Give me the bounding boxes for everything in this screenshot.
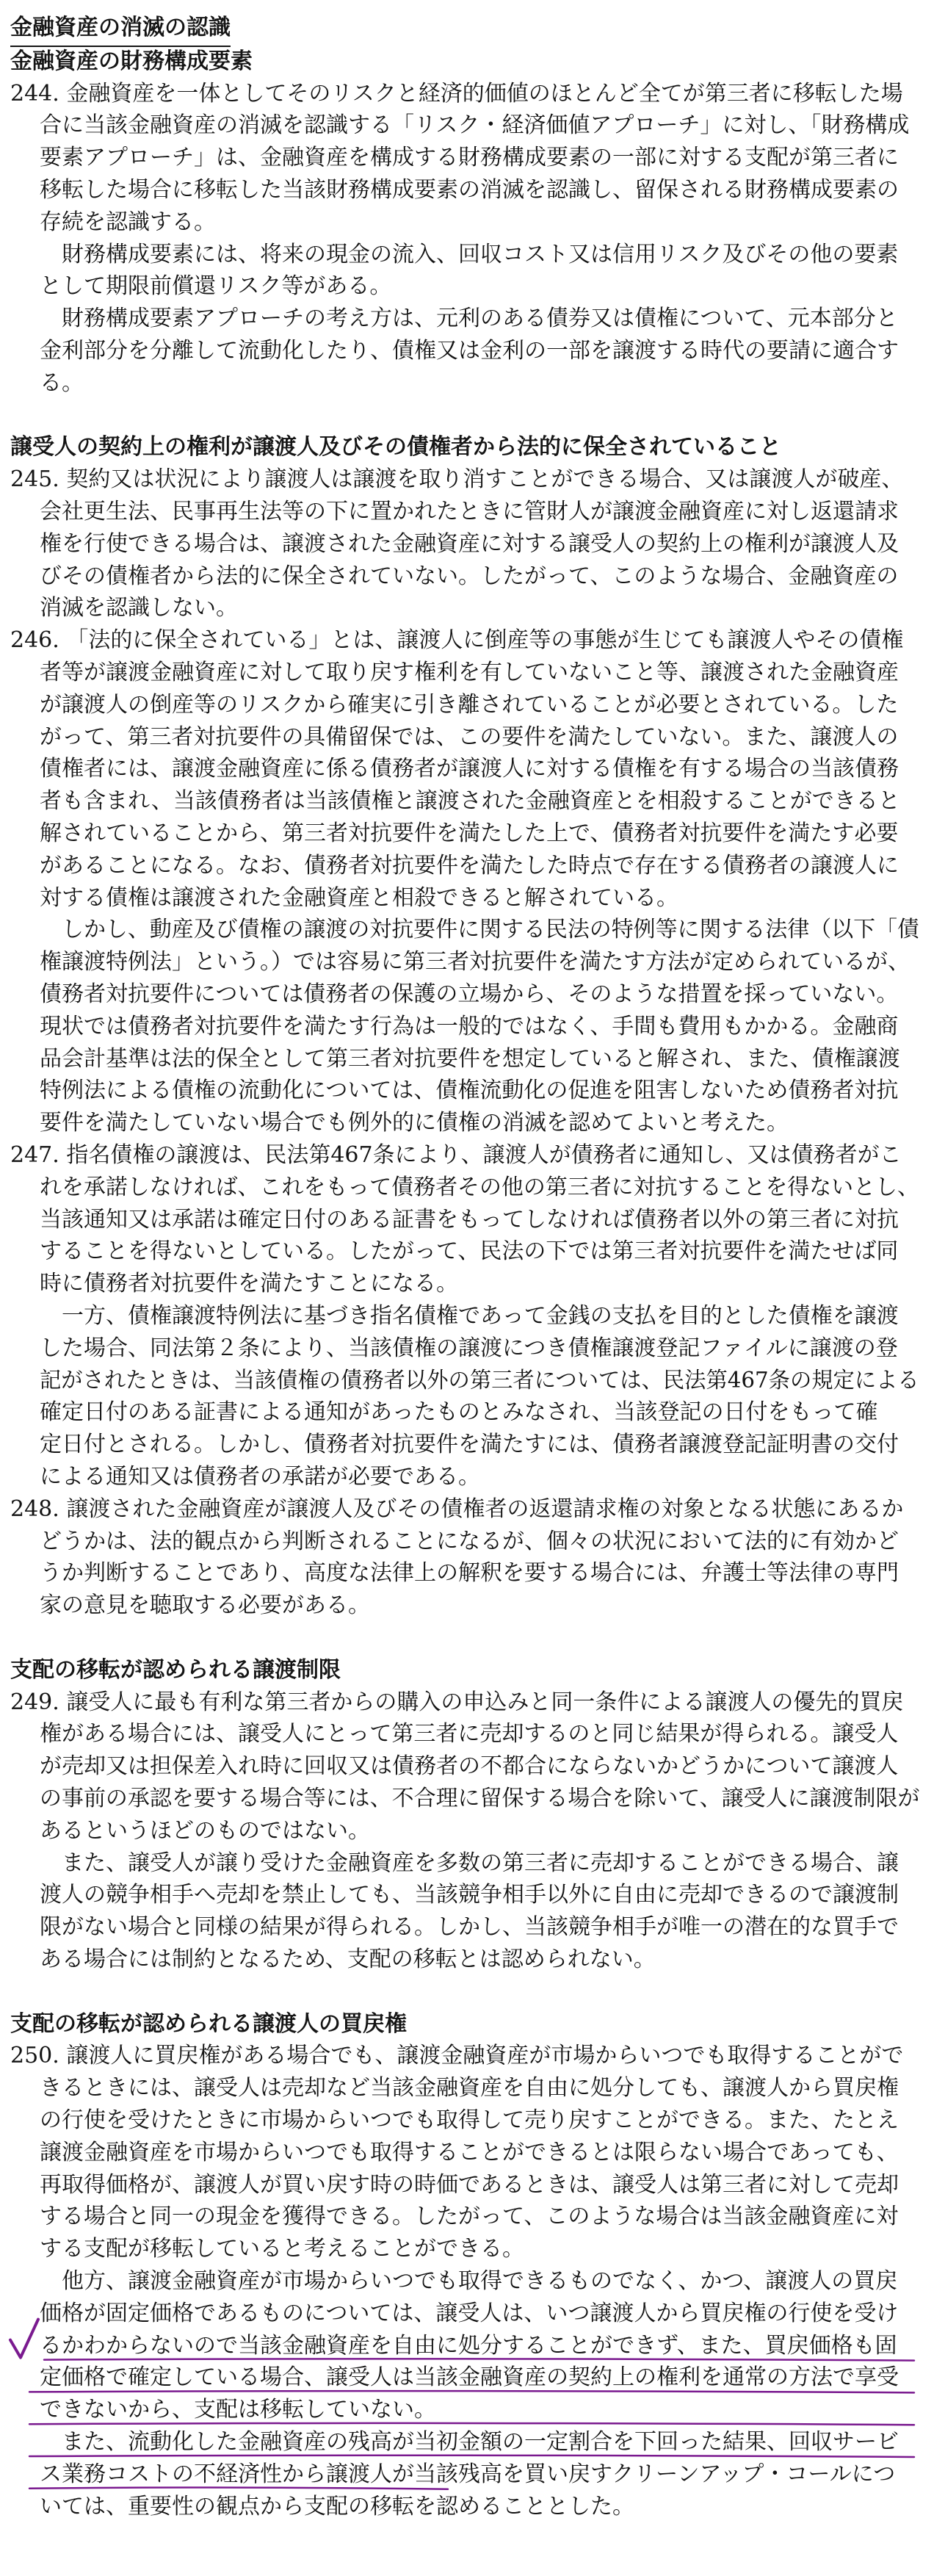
text-line-paragraph-line: 対する債権は譲渡された金融資産と相殺できると解されている。 — [40, 884, 678, 911]
text-line-paragraph-line: 消滅を認識しない。 — [40, 595, 238, 621]
underline-mark — [44, 2359, 914, 2360]
text-line-paragraph-line: る。 — [40, 369, 84, 396]
text-line-heading: 支配の移転が認められる譲渡人の買戻権 — [10, 2010, 407, 2037]
text-line-paragraph-line: 者等が譲渡金融資産に対して取り戻す権利を有していないこと等、譲渡された金融資産 — [40, 660, 899, 685]
text-line-paragraph-line: 確定日付のある証書による通知があったものとみなされ、当該登記の日付をもって確 — [40, 1399, 878, 1426]
text-line-paragraph-indent: また、流動化した金融資産の残高が当初金額の一定割合を下回った結果、回収サービ — [62, 2429, 899, 2455]
text-line-paragraph-line: 金利部分を分離して流動化したり、債権又は金利の一部を譲渡する時代の要請に適合す — [40, 338, 899, 364]
text-line-paragraph-start: 249. 譲受人に最も有利な第三者からの購入の申込みと同一条件による譲渡人の優先的買戻 — [10, 1689, 904, 1715]
text-line-paragraph-indent: 一方、債権譲渡特例法に基づき指名債権であって金銭の支払を目的とした債権を譲渡 — [62, 1303, 899, 1329]
text-line-paragraph-indent: また、譲受人が譲り受けた金融資産を多数の第三者に売却することができる場合、譲 — [62, 1850, 899, 1876]
text-line-paragraph-start: 248. 譲渡された金融資産が譲渡人及びその債権者の返還請求権の対象となる状態にあるか — [10, 1496, 904, 1522]
text-line-paragraph-line: 記がされたときは、当該債権の債務者以外の第三者については、民法第467条の規定による — [40, 1367, 919, 1393]
text-line-paragraph-line: 解されていることから、第三者対抗要件を満たした上で、債務者対抗要件を満たす必要 — [40, 820, 899, 846]
text-line-paragraph-line: 権がある場合には、譲受人にとって第三者に売却するのと同じ結果が得られる。譲受人 — [40, 1721, 899, 1747]
text-line-paragraph-line: 存続を認識する。 — [40, 209, 216, 235]
text-line-paragraph-start: 247. 指名債権の譲渡は、民法第467条により、譲渡人が債務者に通知し、又は債務者がこ — [10, 1142, 902, 1168]
text-line-paragraph-line: した場合、同法第２条により、当該債権の譲渡につき債権譲渡登記ファイルに譲渡の登 — [40, 1335, 898, 1361]
text-line-paragraph-line: ス業務コストの不経済性から譲渡人が当該残高を買い戻すクリーンアップ・コールにつ — [40, 2461, 896, 2487]
text-line-paragraph-line: 要素アプローチ」は、金融資産を構成する財務構成要素の一部に対する支配が第三者に — [40, 145, 899, 171]
text-line-paragraph-indent: 他方、譲渡金融資産が市場からいつでも取得できるものでなく、かつ、譲渡人の買戻 — [62, 2268, 898, 2294]
text-line-paragraph-line: いては、重要性の観点から支配の移転を認めることとした。 — [40, 2493, 634, 2519]
underline-mark — [29, 2391, 914, 2392]
text-line-paragraph-line: できないから、支配は移転していない。 — [40, 2397, 436, 2423]
text-line-paragraph-line: 渡人の競争相手へ売却を禁止しても、当該競争相手以外に自由に売却できるので譲渡制 — [40, 1882, 899, 1908]
text-line-paragraph-line: 合に当該金融資産の消滅を認識する「リスク・経済価値アプローチ」に対し、「財務構成 — [40, 112, 910, 139]
text-line-paragraph-line: の事前の承認を要する場合等には、不合理に留保する場合を除いて、譲受人に譲渡制限が — [40, 1786, 920, 1811]
text-line-paragraph-line: 現状では債務者対抗要件を満たす行為は一般的ではなく、手間も費用もかかる。金融商 — [40, 1013, 899, 1039]
text-line-paragraph-line: 者も含まれ、当該債務者は当該債権と譲渡された金融資産とを相殺することができると — [40, 788, 900, 815]
text-line-paragraph-indent: 財務構成要素アプローチの考え方は、元利のある債券又は債権について、元本部分と — [62, 306, 898, 332]
text-line-paragraph-line: うか判断することであり、高度な法律上の解釈を要する場合には、弁護士等法律の専門 — [40, 1560, 899, 1587]
text-line-paragraph-line: がって、第三者対抗要件の具備留保では、この要件を満たしていない。また、譲渡人の — [40, 724, 899, 750]
text-line-paragraph-line: れを承諾しなければ、これをもって債務者その他の第三者に対抗することを得ないとし、 — [40, 1174, 919, 1200]
text-line-paragraph-indent: しかし、動産及び債権の譲渡の対抗要件に関する民法の特例等に関する法律（以下「債 — [62, 917, 920, 943]
text-line-paragraph-line: があることになる。なお、債務者対抗要件を満たした時点で存在する債務者の譲渡人に — [40, 852, 899, 878]
text-line-paragraph-line: 要件を満たしていない場合でも例外的に債権の消滅を認めてよいと考えた。 — [40, 1110, 789, 1136]
text-line-paragraph-line: 特例法による債権の流動化については、債権流動化の促進を阻害しないため債務者対抗 — [40, 1078, 899, 1104]
text-line-paragraph-line: 会社更生法、民事再生法等の下に置かれたときに管財人が譲渡金融資産に対し返還請求 — [40, 499, 899, 524]
text-line-paragraph-line: として期限前償還リスク等がある。 — [40, 273, 392, 300]
text-line-paragraph-line: 時に債務者対抗要件を満たすことになる。 — [40, 1271, 458, 1297]
checkmark-icon — [10, 2320, 38, 2358]
text-line-paragraph-line: きるときには、譲受人は売却など当該金融資産を自由に処分しても、譲渡人から買戻権 — [40, 2075, 899, 2101]
text-line-paragraph-start: 250. 譲渡人に買戻権がある場合でも、譲渡金融資産が市場からいつでも取得することがで — [10, 2043, 904, 2069]
text-line-paragraph-line: 当該通知又は承諾は確定日付のある証書をもってしなければ債務者以外の第三者に対抗 — [40, 1206, 899, 1233]
text-line-paragraph-line: 価格が固定価格であるものについては、譲受人は、いつ譲渡人から買戻権の行使を受け — [40, 2300, 899, 2326]
text-line-paragraph-line: が譲渡人の倒産等のリスクから確実に引き離されていることが必要とされている。した — [40, 691, 899, 718]
text-line-heading: 譲受人の契約上の権利が譲渡人及びその債権者から法的に保全されていること — [10, 434, 781, 461]
text-line-paragraph-start: 245. 契約又は状況により譲渡人は譲渡を取り消すことができる場合、又は譲渡人が破産、 — [10, 466, 904, 493]
text-line-paragraph-line: びその債権者から法的に保全されていない。したがって、このような場合、金融資産の — [40, 563, 899, 589]
text-line-paragraph-line: 品会計基準は法的保全として第三者対抗要件を想定していると解され、また、債権譲渡 — [40, 1045, 900, 1072]
text-line-paragraph-start: 244. 金融資産を一体としてそのリスクと経済的価値のほとんど全てが第三者に移転した場 — [10, 80, 903, 107]
text-line-paragraph-line: るかわからないので当該金融資産を自由に処分することができず、また、買戻価格も固 — [40, 2332, 897, 2359]
text-line-heading: 支配の移転が認められる譲渡制限 — [10, 1656, 341, 1683]
text-line-paragraph-line: することを得ないとしている。したがって、民法の下では第三者対抗要件を満たせば同 — [40, 1238, 899, 1265]
text-line-paragraph-line: 定価格で確定している場合、譲受人は当該金融資産の契約上の権利を通常の方法で享受 — [40, 2364, 899, 2391]
underline-mark — [29, 2423, 914, 2425]
underline-mark — [29, 2488, 448, 2489]
text-line-paragraph-line: どうかは、法的観点から判断されることになるが、個々の状況において法的に有効かど — [40, 1528, 899, 1554]
text-line-paragraph-line: する支配が移転していると考えることができる。 — [40, 2236, 524, 2262]
text-line-paragraph-indent: 財務構成要素には、将来の現金の流入、回収コスト又は信用リスク及びその他の要素 — [62, 241, 899, 267]
text-line-paragraph-line: ある場合には制約となるため、支配の移転とは認められない。 — [40, 1947, 656, 1972]
text-line-heading: 金融資産の消滅の認識 — [10, 13, 231, 47]
text-line-paragraph-line: 譲渡金融資産を市場からいつでも取得することができるとは限らない場合であっても、 — [40, 2139, 899, 2165]
text-line-paragraph-line: 権を行使できる場合は、譲渡された金融資産に対する譲受人の契約上の権利が譲渡人及 — [40, 530, 899, 557]
text-line-paragraph-line: 権譲渡特例法」という。）では容易に第三者対抗要件を満たす方法が定められているが、 — [40, 949, 910, 975]
text-line-paragraph-line: 限がない場合と同様の結果が得られる。しかし、当該競争相手が唯一の潜在的な買手で — [40, 1914, 899, 1941]
underline-mark — [29, 2456, 914, 2457]
text-line-paragraph-line: による通知又は債務者の承諾が必要である。 — [40, 1464, 480, 1490]
text-line-paragraph-line: 再取得価格が、譲渡人が買い戻す時の時価であるときは、譲受人は第三者に対して売却 — [40, 2171, 899, 2198]
text-line-paragraph-line: 家の意見を聴取する必要がある。 — [40, 1592, 370, 1619]
text-line-heading: 金融資産の財務構成要素 — [10, 48, 253, 74]
text-line-paragraph-line: する場合と同一の現金を獲得できる。したがって、このような場合は当該金融資産に対 — [40, 2204, 899, 2230]
text-line-paragraph-line: 債権者には、譲渡金融資産に係る債務者が譲渡人に対する債権を有する場合の当該債務 — [40, 756, 899, 782]
text-line-paragraph-start: 246. 「法的に保全されている」とは、譲渡人に倒産等の事態が生じても譲渡人やその債権 — [10, 627, 904, 654]
text-line-paragraph-line: の行使を受けたときに市場からいつでも取得して売り戻すことができる。また、たとえ — [40, 2107, 899, 2133]
text-line-paragraph-line: 定日付とされる。しかし、債務者対抗要件を満たすには、債務者譲渡登記証明書の交付 — [40, 1432, 899, 1458]
text-line-paragraph-line: 債務者対抗要件については債務者の保護の立場から、そのような措置を採っていない。 — [40, 981, 899, 1007]
text-line-paragraph-line: 移転した場合に移転した当該財務構成要素の消滅を認識し、留保される財務構成要素の — [40, 177, 899, 203]
text-line-paragraph-line: が売却又は担保差入れ時に回収又は債務者の不都合にならないかどうかについて譲渡人 — [40, 1753, 899, 1780]
text-line-paragraph-line: あるというほどのものではない。 — [40, 1817, 370, 1844]
